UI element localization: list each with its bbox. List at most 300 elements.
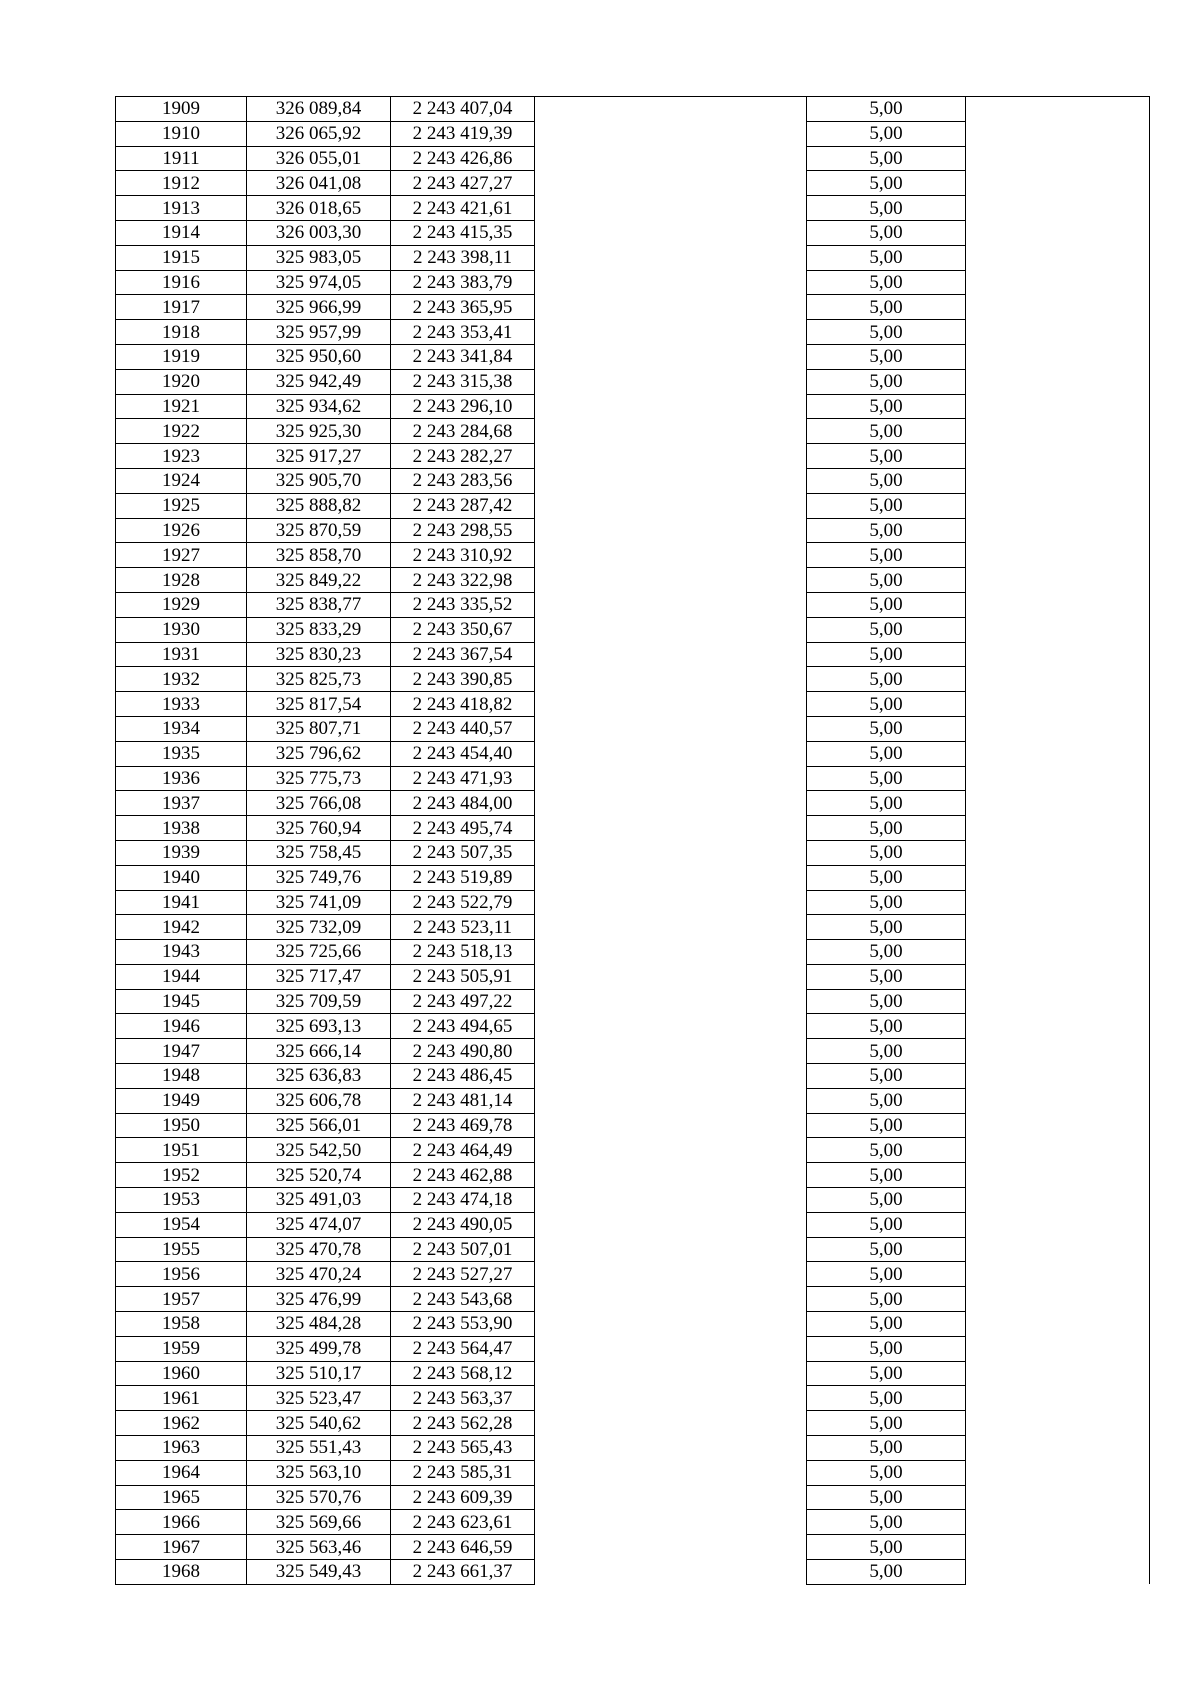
accuracy-cell: 5,00: [807, 741, 966, 766]
y-coordinate-cell: 2 243 284,68: [391, 419, 535, 444]
y-coordinate-cell: 2 243 315,38: [391, 369, 535, 394]
point-number-cell: 1915: [116, 245, 247, 270]
x-coordinate-cell: 325 709,59: [247, 989, 391, 1014]
blank-cell: [535, 1064, 807, 1089]
accuracy-cell: 5,00: [807, 1411, 966, 1436]
blank-cell: [535, 1163, 807, 1188]
blank-cell: [966, 146, 1150, 171]
table-row: [116, 444, 1150, 469]
accuracy-cell: 5,00: [807, 1212, 966, 1237]
blank-cell: [535, 468, 807, 493]
blank-cell: [535, 964, 807, 989]
x-coordinate-cell: 325 693,13: [247, 1014, 391, 1039]
blank-cell: [535, 840, 807, 865]
blank-cell: [966, 320, 1150, 345]
blank-cell: [966, 642, 1150, 667]
x-coordinate-cell: 325 563,10: [247, 1460, 391, 1485]
x-coordinate-cell: 325 484,28: [247, 1312, 391, 1337]
point-number-cell: 1963: [116, 1436, 247, 1461]
blank-cell: [535, 394, 807, 419]
accuracy-cell: 5,00: [807, 791, 966, 816]
accuracy-cell: 5,00: [807, 97, 966, 122]
point-number-cell: 1966: [116, 1510, 247, 1535]
y-coordinate-cell: 2 243 519,89: [391, 865, 535, 890]
table-row: [116, 394, 1150, 419]
accuracy-cell: 5,00: [807, 1088, 966, 1113]
point-number-cell: 1942: [116, 915, 247, 940]
blank-cell: [535, 1088, 807, 1113]
x-coordinate-cell: 325 766,08: [247, 791, 391, 816]
blank-cell: [535, 1212, 807, 1237]
table-row: [116, 97, 1150, 122]
x-coordinate-cell: 326 018,65: [247, 196, 391, 221]
point-number-cell: 1914: [116, 220, 247, 245]
table-row: [116, 592, 1150, 617]
point-number-cell: 1959: [116, 1336, 247, 1361]
y-coordinate-cell: 2 243 495,74: [391, 816, 535, 841]
blank-cell: [966, 1386, 1150, 1411]
blank-cell: [535, 716, 807, 741]
blank-cell: [966, 1560, 1150, 1585]
point-number-cell: 1925: [116, 493, 247, 518]
y-coordinate-cell: 2 243 419,39: [391, 121, 535, 146]
point-number-cell: 1945: [116, 989, 247, 1014]
table-row: [116, 220, 1150, 245]
y-coordinate-cell: 2 243 427,27: [391, 171, 535, 196]
blank-cell: [966, 1312, 1150, 1337]
y-coordinate-cell: 2 243 646,59: [391, 1535, 535, 1560]
x-coordinate-cell: 325 925,30: [247, 419, 391, 444]
blank-cell: [535, 1188, 807, 1213]
y-coordinate-cell: 2 243 471,93: [391, 766, 535, 791]
blank-cell: [535, 121, 807, 146]
table-row: [116, 1088, 1150, 1113]
y-coordinate-cell: 2 243 341,84: [391, 344, 535, 369]
accuracy-cell: 5,00: [807, 1039, 966, 1064]
accuracy-cell: 5,00: [807, 1014, 966, 1039]
y-coordinate-cell: 2 243 407,04: [391, 97, 535, 122]
accuracy-cell: 5,00: [807, 121, 966, 146]
blank-cell: [535, 146, 807, 171]
blank-cell: [966, 1113, 1150, 1138]
accuracy-cell: 5,00: [807, 245, 966, 270]
table-row: [116, 915, 1150, 940]
x-coordinate-cell: 325 957,99: [247, 320, 391, 345]
blank-cell: [966, 419, 1150, 444]
point-number-cell: 1923: [116, 444, 247, 469]
y-coordinate-cell: 2 243 421,61: [391, 196, 535, 221]
x-coordinate-cell: 326 003,30: [247, 220, 391, 245]
blank-cell: [535, 816, 807, 841]
x-coordinate-cell: 325 520,74: [247, 1163, 391, 1188]
point-number-cell: 1919: [116, 344, 247, 369]
table-row: [116, 1212, 1150, 1237]
accuracy-cell: 5,00: [807, 1237, 966, 1262]
blank-cell: [966, 667, 1150, 692]
accuracy-cell: 5,00: [807, 146, 966, 171]
y-coordinate-cell: 2 243 298,55: [391, 518, 535, 543]
blank-cell: [966, 1138, 1150, 1163]
accuracy-cell: 5,00: [807, 1113, 966, 1138]
blank-cell: [966, 940, 1150, 965]
blank-cell: [966, 220, 1150, 245]
blank-cell: [966, 394, 1150, 419]
blank-cell: [535, 592, 807, 617]
x-coordinate-cell: 325 606,78: [247, 1088, 391, 1113]
point-number-cell: 1921: [116, 394, 247, 419]
blank-cell: [966, 344, 1150, 369]
accuracy-cell: 5,00: [807, 444, 966, 469]
table-row: [116, 1485, 1150, 1510]
blank-cell: [966, 989, 1150, 1014]
accuracy-cell: 5,00: [807, 1188, 966, 1213]
x-coordinate-cell: 325 905,70: [247, 468, 391, 493]
table-row: [116, 642, 1150, 667]
y-coordinate-cell: 2 243 507,35: [391, 840, 535, 865]
table-row: [116, 989, 1150, 1014]
y-coordinate-cell: 2 243 497,22: [391, 989, 535, 1014]
y-coordinate-cell: 2 243 609,39: [391, 1485, 535, 1510]
x-coordinate-cell: 325 549,43: [247, 1560, 391, 1585]
y-coordinate-cell: 2 243 426,86: [391, 146, 535, 171]
accuracy-cell: 5,00: [807, 1163, 966, 1188]
blank-cell: [966, 791, 1150, 816]
x-coordinate-cell: 325 563,46: [247, 1535, 391, 1560]
y-coordinate-cell: 2 243 585,31: [391, 1460, 535, 1485]
x-coordinate-cell: 325 717,47: [247, 964, 391, 989]
y-coordinate-cell: 2 243 283,56: [391, 468, 535, 493]
table-row: [116, 320, 1150, 345]
blank-cell: [535, 1237, 807, 1262]
x-coordinate-cell: 325 942,49: [247, 369, 391, 394]
x-coordinate-cell: 325 510,17: [247, 1361, 391, 1386]
y-coordinate-cell: 2 243 296,10: [391, 394, 535, 419]
y-coordinate-cell: 2 243 661,37: [391, 1560, 535, 1585]
x-coordinate-cell: 325 974,05: [247, 270, 391, 295]
table-row: [116, 1336, 1150, 1361]
blank-cell: [535, 865, 807, 890]
blank-cell: [966, 1262, 1150, 1287]
accuracy-cell: 5,00: [807, 270, 966, 295]
table-row: [116, 121, 1150, 146]
table-row: [116, 964, 1150, 989]
point-number-cell: 1912: [116, 171, 247, 196]
accuracy-cell: 5,00: [807, 890, 966, 915]
x-coordinate-cell: 325 917,27: [247, 444, 391, 469]
x-coordinate-cell: 326 065,92: [247, 121, 391, 146]
blank-cell: [966, 270, 1150, 295]
point-number-cell: 1964: [116, 1460, 247, 1485]
table-row: [116, 1188, 1150, 1213]
table-row: [116, 543, 1150, 568]
x-coordinate-cell: 325 983,05: [247, 245, 391, 270]
y-coordinate-cell: 2 243 505,91: [391, 964, 535, 989]
blank-cell: [966, 766, 1150, 791]
x-coordinate-cell: 326 055,01: [247, 146, 391, 171]
point-number-cell: 1967: [116, 1535, 247, 1560]
accuracy-cell: 5,00: [807, 816, 966, 841]
x-coordinate-cell: 325 870,59: [247, 518, 391, 543]
table-row: [116, 1386, 1150, 1411]
table-row: [116, 940, 1150, 965]
accuracy-cell: 5,00: [807, 1460, 966, 1485]
blank-cell: [535, 667, 807, 692]
y-coordinate-cell: 2 243 543,68: [391, 1287, 535, 1312]
x-coordinate-cell: 325 491,03: [247, 1188, 391, 1213]
point-number-cell: 1922: [116, 419, 247, 444]
accuracy-cell: 5,00: [807, 964, 966, 989]
accuracy-cell: 5,00: [807, 617, 966, 642]
point-number-cell: 1920: [116, 369, 247, 394]
point-number-cell: 1946: [116, 1014, 247, 1039]
y-coordinate-cell: 2 243 507,01: [391, 1237, 535, 1262]
x-coordinate-cell: 325 888,82: [247, 493, 391, 518]
point-number-cell: 1913: [116, 196, 247, 221]
accuracy-cell: 5,00: [807, 394, 966, 419]
blank-cell: [535, 1510, 807, 1535]
accuracy-cell: 5,00: [807, 1361, 966, 1386]
table-row: [116, 791, 1150, 816]
blank-cell: [966, 1163, 1150, 1188]
point-number-cell: 1936: [116, 766, 247, 791]
blank-cell: [966, 295, 1150, 320]
blank-cell: [966, 97, 1150, 122]
x-coordinate-cell: 325 817,54: [247, 692, 391, 717]
blank-cell: [535, 1560, 807, 1585]
x-coordinate-cell: 325 775,73: [247, 766, 391, 791]
blank-cell: [966, 865, 1150, 890]
blank-cell: [966, 617, 1150, 642]
table-row: [116, 1262, 1150, 1287]
table-row: [116, 1014, 1150, 1039]
accuracy-cell: 5,00: [807, 1485, 966, 1510]
table-row: [116, 369, 1150, 394]
table-row: [116, 1163, 1150, 1188]
point-number-cell: 1933: [116, 692, 247, 717]
accuracy-cell: 5,00: [807, 196, 966, 221]
y-coordinate-cell: 2 243 484,00: [391, 791, 535, 816]
y-coordinate-cell: 2 243 353,41: [391, 320, 535, 345]
blank-cell: [535, 444, 807, 469]
blank-cell: [966, 816, 1150, 841]
point-number-cell: 1938: [116, 816, 247, 841]
blank-cell: [535, 1485, 807, 1510]
x-coordinate-cell: 325 749,76: [247, 865, 391, 890]
x-coordinate-cell: 326 089,84: [247, 97, 391, 122]
y-coordinate-cell: 2 243 418,82: [391, 692, 535, 717]
blank-cell: [535, 1039, 807, 1064]
blank-cell: [966, 1064, 1150, 1089]
x-coordinate-cell: 325 569,66: [247, 1510, 391, 1535]
blank-cell: [966, 1361, 1150, 1386]
blank-cell: [535, 1287, 807, 1312]
blank-cell: [535, 344, 807, 369]
table-row: [116, 196, 1150, 221]
blank-cell: [966, 1485, 1150, 1510]
blank-cell: [966, 741, 1150, 766]
blank-cell: [966, 716, 1150, 741]
accuracy-cell: 5,00: [807, 493, 966, 518]
coordinates-table: [115, 96, 1150, 1585]
blank-cell: [966, 1535, 1150, 1560]
blank-cell: [966, 692, 1150, 717]
blank-cell: [966, 1287, 1150, 1312]
x-coordinate-cell: 325 636,83: [247, 1064, 391, 1089]
accuracy-cell: 5,00: [807, 1312, 966, 1337]
accuracy-cell: 5,00: [807, 692, 966, 717]
x-coordinate-cell: 325 732,09: [247, 915, 391, 940]
table-row: [116, 1039, 1150, 1064]
blank-cell: [535, 1014, 807, 1039]
accuracy-cell: 5,00: [807, 220, 966, 245]
table-row: [116, 890, 1150, 915]
x-coordinate-cell: 325 470,24: [247, 1262, 391, 1287]
x-coordinate-cell: 325 474,07: [247, 1212, 391, 1237]
blank-cell: [966, 1212, 1150, 1237]
point-number-cell: 1943: [116, 940, 247, 965]
blank-cell: [535, 915, 807, 940]
x-coordinate-cell: 325 825,73: [247, 667, 391, 692]
y-coordinate-cell: 2 243 522,79: [391, 890, 535, 915]
accuracy-cell: 5,00: [807, 320, 966, 345]
blank-cell: [966, 1411, 1150, 1436]
blank-cell: [966, 543, 1150, 568]
blank-cell: [966, 1436, 1150, 1461]
point-number-cell: 1929: [116, 592, 247, 617]
blank-cell: [535, 1336, 807, 1361]
blank-cell: [535, 1312, 807, 1337]
point-number-cell: 1916: [116, 270, 247, 295]
table-row: [116, 1237, 1150, 1262]
y-coordinate-cell: 2 243 565,43: [391, 1436, 535, 1461]
accuracy-cell: 5,00: [807, 1436, 966, 1461]
blank-cell: [535, 890, 807, 915]
point-number-cell: 1930: [116, 617, 247, 642]
blank-cell: [535, 1411, 807, 1436]
point-number-cell: 1965: [116, 1485, 247, 1510]
point-number-cell: 1924: [116, 468, 247, 493]
table-row: [116, 1113, 1150, 1138]
blank-cell: [535, 220, 807, 245]
x-coordinate-cell: 325 666,14: [247, 1039, 391, 1064]
blank-cell: [535, 543, 807, 568]
y-coordinate-cell: 2 243 310,92: [391, 543, 535, 568]
accuracy-cell: 5,00: [807, 171, 966, 196]
blank-cell: [535, 419, 807, 444]
point-number-cell: 1955: [116, 1237, 247, 1262]
accuracy-cell: 5,00: [807, 1535, 966, 1560]
point-number-cell: 1909: [116, 97, 247, 122]
blank-cell: [966, 493, 1150, 518]
y-coordinate-cell: 2 243 553,90: [391, 1312, 535, 1337]
accuracy-cell: 5,00: [807, 518, 966, 543]
blank-cell: [535, 1361, 807, 1386]
y-coordinate-cell: 2 243 454,40: [391, 741, 535, 766]
table-row: [116, 568, 1150, 593]
accuracy-cell: 5,00: [807, 1138, 966, 1163]
point-number-cell: 1958: [116, 1312, 247, 1337]
table-row: [116, 146, 1150, 171]
point-number-cell: 1954: [116, 1212, 247, 1237]
blank-cell: [535, 518, 807, 543]
x-coordinate-cell: 326 041,08: [247, 171, 391, 196]
blank-cell: [535, 270, 807, 295]
point-number-cell: 1910: [116, 121, 247, 146]
x-coordinate-cell: 325 476,99: [247, 1287, 391, 1312]
accuracy-cell: 5,00: [807, 468, 966, 493]
point-number-cell: 1961: [116, 1386, 247, 1411]
table-row: [116, 766, 1150, 791]
x-coordinate-cell: 325 566,01: [247, 1113, 391, 1138]
x-coordinate-cell: 325 725,66: [247, 940, 391, 965]
blank-cell: [966, 196, 1150, 221]
accuracy-cell: 5,00: [807, 369, 966, 394]
table-row: [116, 468, 1150, 493]
blank-cell: [535, 295, 807, 320]
blank-cell: [966, 1188, 1150, 1213]
point-number-cell: 1918: [116, 320, 247, 345]
accuracy-cell: 5,00: [807, 592, 966, 617]
point-number-cell: 1935: [116, 741, 247, 766]
x-coordinate-cell: 325 858,70: [247, 543, 391, 568]
table-row: [116, 1287, 1150, 1312]
point-number-cell: 1962: [116, 1411, 247, 1436]
accuracy-cell: 5,00: [807, 766, 966, 791]
table-row: [116, 493, 1150, 518]
blank-cell: [535, 369, 807, 394]
blank-cell: [535, 766, 807, 791]
table-row: [116, 692, 1150, 717]
x-coordinate-cell: 325 966,99: [247, 295, 391, 320]
blank-cell: [966, 1014, 1150, 1039]
blank-cell: [966, 964, 1150, 989]
y-coordinate-cell: 2 243 568,12: [391, 1361, 535, 1386]
accuracy-cell: 5,00: [807, 865, 966, 890]
x-coordinate-cell: 325 950,60: [247, 344, 391, 369]
accuracy-cell: 5,00: [807, 716, 966, 741]
point-number-cell: 1948: [116, 1064, 247, 1089]
y-coordinate-cell: 2 243 623,61: [391, 1510, 535, 1535]
y-coordinate-cell: 2 243 390,85: [391, 667, 535, 692]
x-coordinate-cell: 325 523,47: [247, 1386, 391, 1411]
table-row: [116, 1560, 1150, 1585]
x-coordinate-cell: 325 934,62: [247, 394, 391, 419]
table-row: [116, 171, 1150, 196]
y-coordinate-cell: 2 243 564,47: [391, 1336, 535, 1361]
x-coordinate-cell: 325 838,77: [247, 592, 391, 617]
blank-cell: [535, 940, 807, 965]
table-row: [116, 1535, 1150, 1560]
blank-cell: [966, 444, 1150, 469]
table-row: [116, 617, 1150, 642]
accuracy-cell: 5,00: [807, 989, 966, 1014]
accuracy-cell: 5,00: [807, 940, 966, 965]
accuracy-cell: 5,00: [807, 419, 966, 444]
point-number-cell: 1937: [116, 791, 247, 816]
blank-cell: [535, 97, 807, 122]
table-row: [116, 1312, 1150, 1337]
accuracy-cell: 5,00: [807, 1287, 966, 1312]
blank-cell: [966, 1039, 1150, 1064]
accuracy-cell: 5,00: [807, 1560, 966, 1585]
blank-cell: [535, 1436, 807, 1461]
blank-cell: [535, 1262, 807, 1287]
table-row: [116, 1361, 1150, 1386]
y-coordinate-cell: 2 243 490,80: [391, 1039, 535, 1064]
blank-cell: [966, 518, 1150, 543]
blank-cell: [535, 320, 807, 345]
table-row: [116, 816, 1150, 841]
